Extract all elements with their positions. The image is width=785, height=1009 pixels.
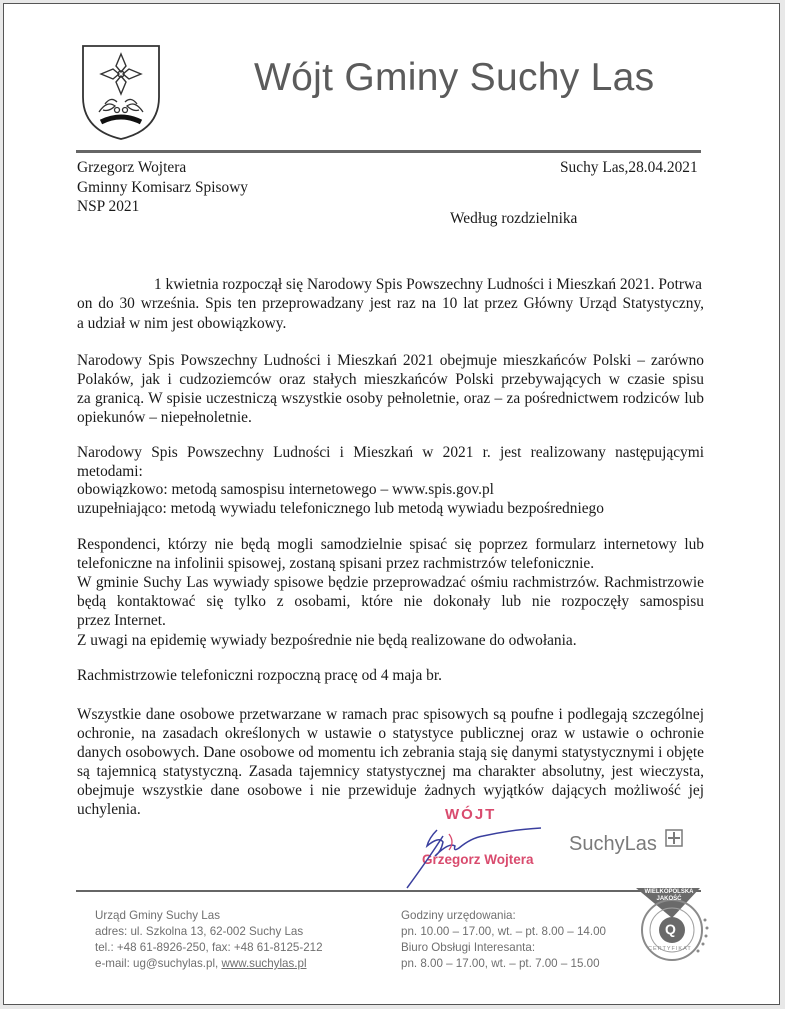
header-divider <box>76 150 701 153</box>
body-line: będą kontaktować się tylko z osobami, które nie dokonały lub nie rozpoczęły samospisu <box>77 593 704 610</box>
footer-service-hours: pn. 8.00 – 17.00, wt. – pt. 7.00 – 15.00 <box>401 957 600 970</box>
sender-name: Grzegorz Wojtera <box>77 159 187 176</box>
addressee: Według rozdzielnika <box>450 210 578 227</box>
stamp-name: Grzegorz Wojtera <box>422 852 534 867</box>
footer-contact <box>95 956 307 972</box>
body-line: uzupełniająco: metodą wywiadu telefonicznego lub metodą wywiadu bezpośredniego <box>77 500 604 517</box>
coat-of-arms-icon <box>79 42 163 142</box>
footer-hours-title: Godziny urzędowania: <box>401 909 516 922</box>
place-date: Suchy Las,28.04.2021 <box>560 159 698 176</box>
quality-badge <box>632 886 712 966</box>
logo-mark-icon <box>665 829 683 847</box>
body-line: przez Internet. <box>77 612 166 629</box>
body-line: ochronie, na zasadach określonych w ustawie o statystyce publicznej oraz w ustawie o ochronie <box>77 725 704 742</box>
body-line: danych osobowych. Dane osobowe od momentu ich zebrania stają się danymi statystycznymi i objęte <box>77 744 704 761</box>
body-line: Z uwagi na epidemię wywiady bezpośrednie nie będą realizowane do odwołania. <box>77 632 577 649</box>
body-line: a udział w nim jest obowiązkowy. <box>77 315 287 332</box>
badge-center-text: Q <box>665 921 676 937</box>
signature-icon <box>399 812 549 892</box>
footer-office: Urząd Gminy Suchy Las <box>95 909 221 922</box>
footer-divider <box>76 890 701 892</box>
footer-address: adres: ul. Szkolna 13, 62-002 Suchy Las <box>95 925 304 938</box>
body-line: Polaków, jak i cudzoziemców oraz stałych mieszkańców Polski przebywających w czasie spisu <box>77 371 704 388</box>
footer-service-title: Biuro Obsługi Interesanta: <box>401 941 536 954</box>
sender-unit: NSP 2021 <box>77 198 140 215</box>
body-line: Wszystkie dane osobowe przetwarzane w ramach prac spisowych są poufne i podlegają szczególnej <box>77 706 704 723</box>
body-line: Narodowy Spis Powszechny Ludności i Mieszkań 2021 obejmuje mieszkańców Polski – zarówno <box>77 352 704 369</box>
body-line: Narodowy Spis Powszechny Ludności i Mieszkań w 2021 r. jest realizowany następującymi <box>77 444 704 461</box>
footer-phone: tel.: +48 61-8926-250, fax: +48 61-8125-212 <box>95 941 323 954</box>
footer-website-link[interactable]: www.suchylas.pl <box>221 957 307 970</box>
body-line: za granicą. W spisie uczestniczą wszystkie osoby pełnoletnie, oraz – za pośrednictwem rodziców lub <box>77 390 704 407</box>
footer-email[interactable]: e-mail: ug@suchylas.pl, <box>95 957 222 970</box>
body-line: uchylenia. <box>77 801 141 818</box>
body-line: Respondenci, którzy nie będą mogli samodzielnie spisać się poprzez formularz internetowy lub <box>77 536 704 553</box>
body-line: W gminie Suchy Las wywiady spisowe będzie przeprowadzać ośmiu rachmistrzów. Rachmistrzowie <box>77 574 704 591</box>
sender-role: Gminny Komisarz Spisowy <box>77 179 249 196</box>
body-line: obowiązkowo: metodą samospisu internetowego – www.spis.gov.pl <box>77 481 494 498</box>
page-title: Wójt Gminy Suchy Las <box>254 56 655 99</box>
body-line: telefoniczne na infolinii spisowej, zostaną spisani przez rachmistrzów telefonicznie. <box>77 555 595 572</box>
body-line: 1 kwietnia rozpoczął się Narodowy Spis Powszechny Ludności i Mieszkań 2021. Potrwa <box>154 276 702 293</box>
body-line: metodami: <box>77 463 143 480</box>
letter-page <box>3 3 780 1005</box>
suchy-las-logo: SuchyLas <box>569 833 657 855</box>
body-line: obejmuje wszystkie dane osobowe i nie przewiduje żadnych wyjątków dających możliwość jej <box>77 782 704 799</box>
badge-top-text: WIELKOPOLSKA JAKOŚĆ <box>644 889 694 902</box>
body-line: on do 30 września. Spis ten przeprowadzany jest raz na 10 lat przez Główny Urząd Statystyczny, <box>77 295 704 312</box>
body-line: opiekunów – niepełnoletnie. <box>77 409 252 426</box>
body-line: są tajemnicą statystyczną. Zasada tajemnicy statystycznej ma charakter absolutny, jest wieczysta, <box>77 763 704 780</box>
badge-ring-text: CERTYFIKAT <box>648 946 692 952</box>
body-line: Rachmistrzowie telefoniczni rozpoczną pracę od 4 maja br. <box>77 667 442 684</box>
stamp-title: WÓJT <box>445 806 497 823</box>
footer-hours: pn. 10.00 – 17.00, wt. – pt. 8.00 – 14.00 <box>401 925 606 938</box>
